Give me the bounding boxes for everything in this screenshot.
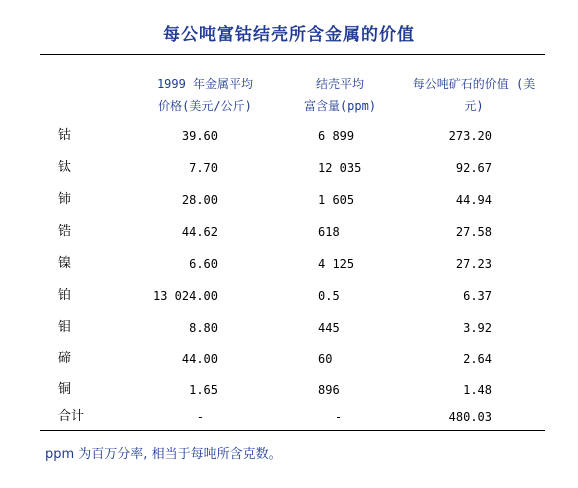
total-value: 480.03 — [448, 410, 492, 424]
table-bottom-rule — [40, 430, 545, 431]
metal-price: 6.60 — [189, 257, 218, 271]
metal-name: 钛 — [58, 160, 72, 175]
metal-value: 92.67 — [455, 161, 492, 175]
metal-content: 4 125 — [318, 257, 355, 271]
page-title: 每公吨富钴结壳所含金属的价值 — [163, 25, 415, 45]
metal-content: 12 035 — [318, 161, 362, 175]
metal-name: 镍 — [58, 256, 72, 271]
column-header-price-line2: 价格(美元/公斤) — [158, 99, 252, 113]
metal-name: 钴 — [58, 128, 72, 143]
metal-value: 1.48 — [463, 383, 492, 397]
metal-value: 44.94 — [455, 193, 492, 207]
metal-value: 27.58 — [455, 225, 492, 239]
table-row — [0, 185, 578, 215]
table-row — [0, 313, 578, 343]
metal-value: 2.64 — [463, 352, 492, 366]
metal-price: 39.60 — [181, 129, 218, 143]
metal-content: 896 — [318, 383, 340, 397]
column-header-price — [135, 73, 275, 117]
metal-content: 60 — [318, 352, 333, 366]
table-row — [0, 217, 578, 247]
metal-value: 273.20 — [448, 129, 492, 143]
table-top-rule — [40, 54, 545, 55]
total-price: - — [196, 410, 204, 424]
metal-content: 445 — [318, 321, 340, 335]
column-header-content-line1: 结壳平均 — [315, 77, 364, 91]
metal-value: 3.92 — [463, 321, 492, 335]
column-header-value-line1: 每公吨矿石的价值 (美 — [412, 77, 536, 91]
table-row-total — [0, 402, 578, 432]
table-row — [0, 153, 578, 183]
metal-price: 13 024.00 — [152, 289, 218, 303]
total-label: 合计 — [58, 409, 85, 424]
metal-price: 28.00 — [181, 193, 218, 207]
table-row — [0, 375, 578, 405]
total-content: - — [335, 410, 343, 424]
metal-price: 44.62 — [181, 225, 218, 239]
column-header-price-line1: 1999 年金属平均 — [156, 77, 254, 91]
metal-price: 44.00 — [181, 352, 218, 366]
metal-price: 7.70 — [189, 161, 218, 175]
metal-content: 6 899 — [318, 129, 355, 143]
metal-value: 27.23 — [455, 257, 492, 271]
metal-content: 1 605 — [318, 193, 355, 207]
table-row — [0, 249, 578, 279]
table-row — [0, 121, 578, 151]
metal-name: 碲 — [58, 351, 72, 366]
table-row — [0, 344, 578, 374]
metal-name: 铜 — [58, 382, 72, 397]
metal-content: 618 — [318, 225, 340, 239]
footnote: ppm 为百万分率, 相当于每吨所含克数。 — [45, 447, 282, 462]
column-header-content-line2: 富含量(ppm) — [303, 99, 377, 113]
metal-price: 8.80 — [189, 321, 218, 335]
metal-value: 6.37 — [463, 289, 492, 303]
metal-name: 铈 — [58, 192, 72, 207]
column-header-value — [400, 73, 548, 117]
table-row — [0, 281, 578, 311]
metal-content: 0.5 — [318, 289, 340, 303]
column-header-content — [290, 73, 390, 117]
metal-name: 铂 — [58, 288, 72, 303]
metal-name: 锆 — [58, 224, 72, 239]
metal-price: 1.65 — [189, 383, 218, 397]
metal-name: 钼 — [58, 320, 72, 335]
column-header-value-line2: 元) — [464, 99, 484, 113]
